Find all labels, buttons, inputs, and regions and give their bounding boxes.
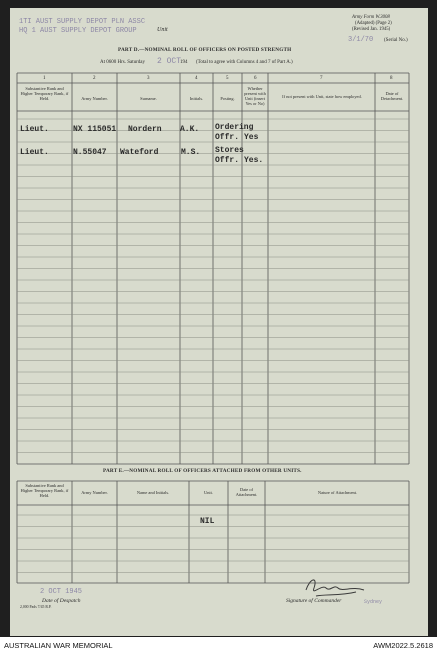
archive-name: AUSTRALIAN WAR MEMORIAL	[4, 641, 113, 650]
row2-surname: Wateford	[120, 148, 159, 157]
nil-entry: NIL	[200, 517, 215, 526]
row1-army-number: NX 115051	[73, 125, 117, 134]
col-num-6: 6	[254, 76, 257, 81]
row2-army-number: N.55047	[73, 148, 107, 157]
serial-stamp: 3/1/70	[348, 36, 374, 44]
unit-stamp-line2: HQ 1 AUST SUPPLY DEPOT GROUP	[19, 27, 137, 35]
col-num-4: 4	[195, 76, 198, 81]
e-header-army-number: Army Number.	[81, 490, 108, 495]
at-time-text: At 0600 Hrs. Saturday	[100, 60, 145, 65]
col-num-7: 7	[320, 76, 323, 81]
e-header-rank: Substantive Rank and Higher Temporary Rank, if Held.	[20, 483, 69, 499]
row1-present: Yes	[244, 133, 259, 142]
row1-rank: Lieut.	[20, 125, 49, 134]
signature-scribble	[306, 580, 364, 596]
col-header-employed: If not present with Unit, state how employed.	[282, 94, 362, 99]
e-header-name: Name and Initials.	[136, 490, 170, 495]
col-header-army-number: Army Number.	[81, 96, 108, 101]
signature-stamp: Sydney	[364, 599, 383, 605]
col-num-8: 8	[390, 76, 393, 81]
unit-label: Unit	[157, 27, 168, 33]
e-header-date-attachment: Date of Attachment.	[235, 487, 258, 498]
form-ref-2: (Adapted) (Page 2)	[355, 21, 392, 26]
unit-stamp-line1: 1TI AUST SUPPLY DEPOT PLN ASSC	[19, 18, 146, 26]
col-num-5: 5	[226, 76, 229, 81]
row2-posting-2: Offr.	[215, 156, 240, 165]
form-ref-3: (Revised Jan. 1945)	[352, 27, 391, 32]
agree-note: (Total to agree with Columns 4 and 7 of Part A.)	[196, 60, 293, 65]
col-header-surname: Surname.	[140, 96, 157, 101]
form-ref-1: Army Form W.3008	[352, 15, 390, 20]
e-header-nature: Nature of Attachment.	[317, 490, 358, 495]
row1-initials: A.K.	[180, 125, 200, 134]
row2-rank: Lieut.	[20, 148, 49, 157]
col-header-initials: Initials.	[189, 96, 204, 101]
part-e-title: PART E.—NOMINAL ROLL OF OFFICERS ATTACHED FROM OTHER UNITS.	[103, 468, 302, 474]
row1-posting-1: Ordering	[215, 123, 254, 132]
archive-footer	[0, 637, 437, 653]
row2-posting-1: Stores	[215, 146, 244, 155]
col-header-detachment: Date of Detachment.	[380, 91, 404, 102]
col-header-posting: Posting.	[220, 96, 235, 101]
despatch-stamp: 2 OCT 1945	[40, 588, 83, 596]
col-num-3: 3	[147, 76, 150, 81]
col-num-2: 2	[93, 76, 96, 81]
part-d-title: PART D.—NOMINAL ROLL OF OFFICERS ON POSTED STRENGTH	[118, 47, 292, 53]
print-note: 2,000 Pads 7/45 R.P.	[20, 605, 52, 609]
col-header-rank: Substantive Rank and Higher Temporary Rank, if Held.	[20, 86, 69, 102]
despatch-label: Date of Despatch	[42, 598, 81, 604]
signature-label: Signature of Commander	[286, 598, 342, 604]
row2-present: Yes.	[244, 156, 264, 165]
col-num-1: 1	[43, 76, 46, 81]
serial-label: (Serial No.)	[384, 38, 408, 43]
e-header-unit: Unit.	[204, 490, 213, 495]
year-text: 194	[180, 60, 188, 65]
date-stamp: 2 OCT	[157, 57, 182, 66]
row2-initials: M.S.	[181, 148, 201, 157]
row1-surname: Nordern	[128, 125, 162, 134]
row1-posting-2: Offr.	[215, 133, 240, 142]
col-header-present: Whether present with Unit (insert Yes or No)	[244, 86, 266, 107]
archive-reference: AWM2022.5.2618	[373, 641, 433, 650]
